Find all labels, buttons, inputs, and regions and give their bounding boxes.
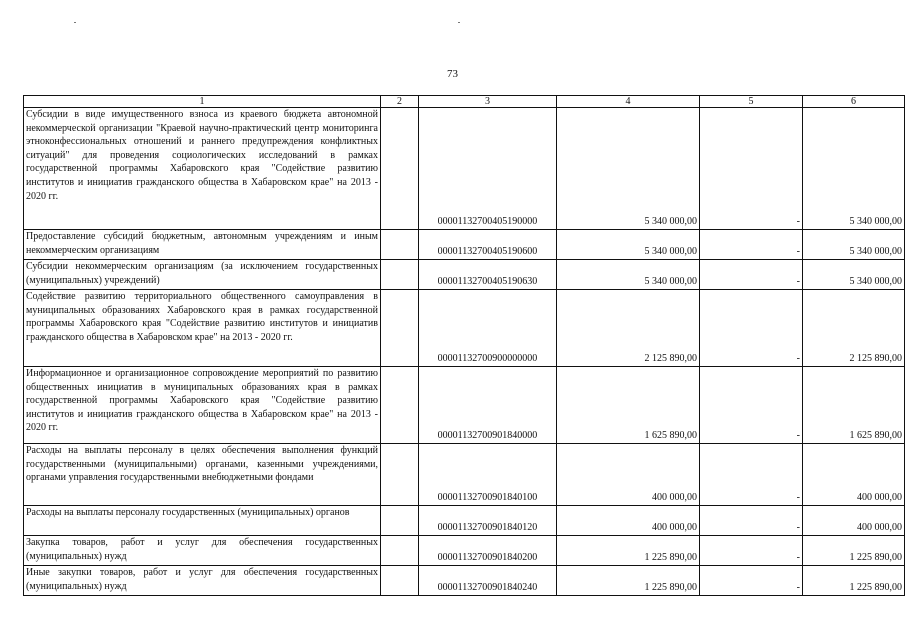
row-col2 xyxy=(381,506,419,536)
row-code: 00001132700901840240 xyxy=(419,566,557,596)
row-amount: 1 225 890,00 xyxy=(557,566,700,596)
row-code: 00001132700900000000 xyxy=(419,290,557,367)
row-col5: - xyxy=(700,566,803,596)
row-col2 xyxy=(381,260,419,290)
scan-speck xyxy=(74,22,76,23)
table-row xyxy=(24,444,905,506)
row-total: 1 625 890,00 xyxy=(803,367,905,444)
header-col-4: 4 xyxy=(557,96,700,108)
row-description: Информационное и организационное сопровождение мероприятий по развитию общественных инициатив в муниципальных образованиях края в рамках государственной программы Хабаровского края "Содействие развитию институтов и инициатив гражданского общества в Хабаровском крае" на 2013 - 2020 гг. xyxy=(24,367,381,444)
row-amount: 1 225 890,00 xyxy=(557,536,700,566)
row-col5: - xyxy=(700,230,803,260)
row-total: 2 125 890,00 xyxy=(803,290,905,367)
row-code: 00001132700405190630 xyxy=(419,260,557,290)
row-code: 00001132700405190000 xyxy=(419,108,557,230)
row-col2 xyxy=(381,108,419,230)
row-amount: 400 000,00 xyxy=(557,444,700,506)
row-description: Содействие развитию территориального общественного самоуправления в муниципальных образованиях Хабаровского края в рамках государственной программы Хабаровского края "Содействие развитию институтов и инициатив гражданского общества в Хабаровском крае" на 2013 - 2020 гг. xyxy=(24,290,381,367)
row-col5: - xyxy=(700,444,803,506)
row-total: 400 000,00 xyxy=(803,506,905,536)
row-total: 1 225 890,00 xyxy=(803,536,905,566)
header-col-1: 1 xyxy=(24,96,381,108)
row-description: Закупка товаров, работ и услуг для обеспечения государственных (муниципальных) нужд xyxy=(24,536,381,566)
row-col2 xyxy=(381,536,419,566)
row-description: Расходы на выплаты персоналу государственных (муниципальных) органов xyxy=(24,506,381,536)
row-code: 00001132700405190600 xyxy=(419,230,557,260)
row-col5: - xyxy=(700,506,803,536)
row-code: 00001132700901840000 xyxy=(419,367,557,444)
row-col2 xyxy=(381,230,419,260)
row-col2 xyxy=(381,444,419,506)
table-header-row xyxy=(24,96,905,108)
row-col2 xyxy=(381,566,419,596)
row-total: 1 225 890,00 xyxy=(803,566,905,596)
header-col-5: 5 xyxy=(700,96,803,108)
row-code: 00001132700901840120 xyxy=(419,506,557,536)
row-description: Предоставление субсидий бюджетным, автономным учреждениям и иным некоммерческим организациям xyxy=(24,230,381,260)
row-col2 xyxy=(381,367,419,444)
row-amount: 5 340 000,00 xyxy=(557,260,700,290)
row-description: Субсидии в виде имущественного взноса из краевого бюджета автономной некоммерческой организации "Краевой научно-практический центр мониторинга этноконфессиональных отношений и раннего предупреждения конфликтных ситуаций" для проведения социологических исследований в рамках государственной программы Хабаровского края "Содействие развитию институтов и инициатив гражданского общества в Хабаровском крае" на 2013 - 2020 гг. xyxy=(24,108,381,230)
row-col5: - xyxy=(700,260,803,290)
table-row xyxy=(24,506,905,536)
row-code: 00001132700901840200 xyxy=(419,536,557,566)
header-col-2: 2 xyxy=(381,96,419,108)
row-col5: - xyxy=(700,290,803,367)
row-col5: - xyxy=(700,536,803,566)
row-col5: - xyxy=(700,108,803,230)
row-total: 5 340 000,00 xyxy=(803,230,905,260)
row-description: Расходы на выплаты персоналу в целях обеспечения выполнения функций государственными (муниципальными) органами, казенными учреждениями, органами управления государственными внебюджетными фондами xyxy=(24,444,381,506)
row-amount: 400 000,00 xyxy=(557,506,700,536)
table-row xyxy=(24,536,905,566)
header-col-3: 3 xyxy=(419,96,557,108)
row-amount: 1 625 890,00 xyxy=(557,367,700,444)
row-col5: - xyxy=(700,367,803,444)
row-amount: 2 125 890,00 xyxy=(557,290,700,367)
table-row xyxy=(24,566,905,596)
table-row xyxy=(24,260,905,290)
table-row xyxy=(24,230,905,260)
row-description: Субсидии некоммерческим организациям (за исключением государственных (муниципальных) учреждений) xyxy=(24,260,381,290)
row-col2 xyxy=(381,290,419,367)
budget-table xyxy=(23,95,905,596)
row-total: 5 340 000,00 xyxy=(803,108,905,230)
row-amount: 5 340 000,00 xyxy=(557,230,700,260)
table-row xyxy=(24,367,905,444)
header-col-6: 6 xyxy=(803,96,905,108)
row-total: 400 000,00 xyxy=(803,444,905,506)
scan-speck xyxy=(458,22,460,23)
row-description: Иные закупки товаров, работ и услуг для обеспечения государственных (муниципальных) нужд xyxy=(24,566,381,596)
row-code: 00001132700901840100 xyxy=(419,444,557,506)
row-total: 5 340 000,00 xyxy=(803,260,905,290)
row-amount: 5 340 000,00 xyxy=(557,108,700,230)
table-row xyxy=(24,290,905,367)
page-number: 73 xyxy=(447,68,458,80)
table-row xyxy=(24,108,905,230)
